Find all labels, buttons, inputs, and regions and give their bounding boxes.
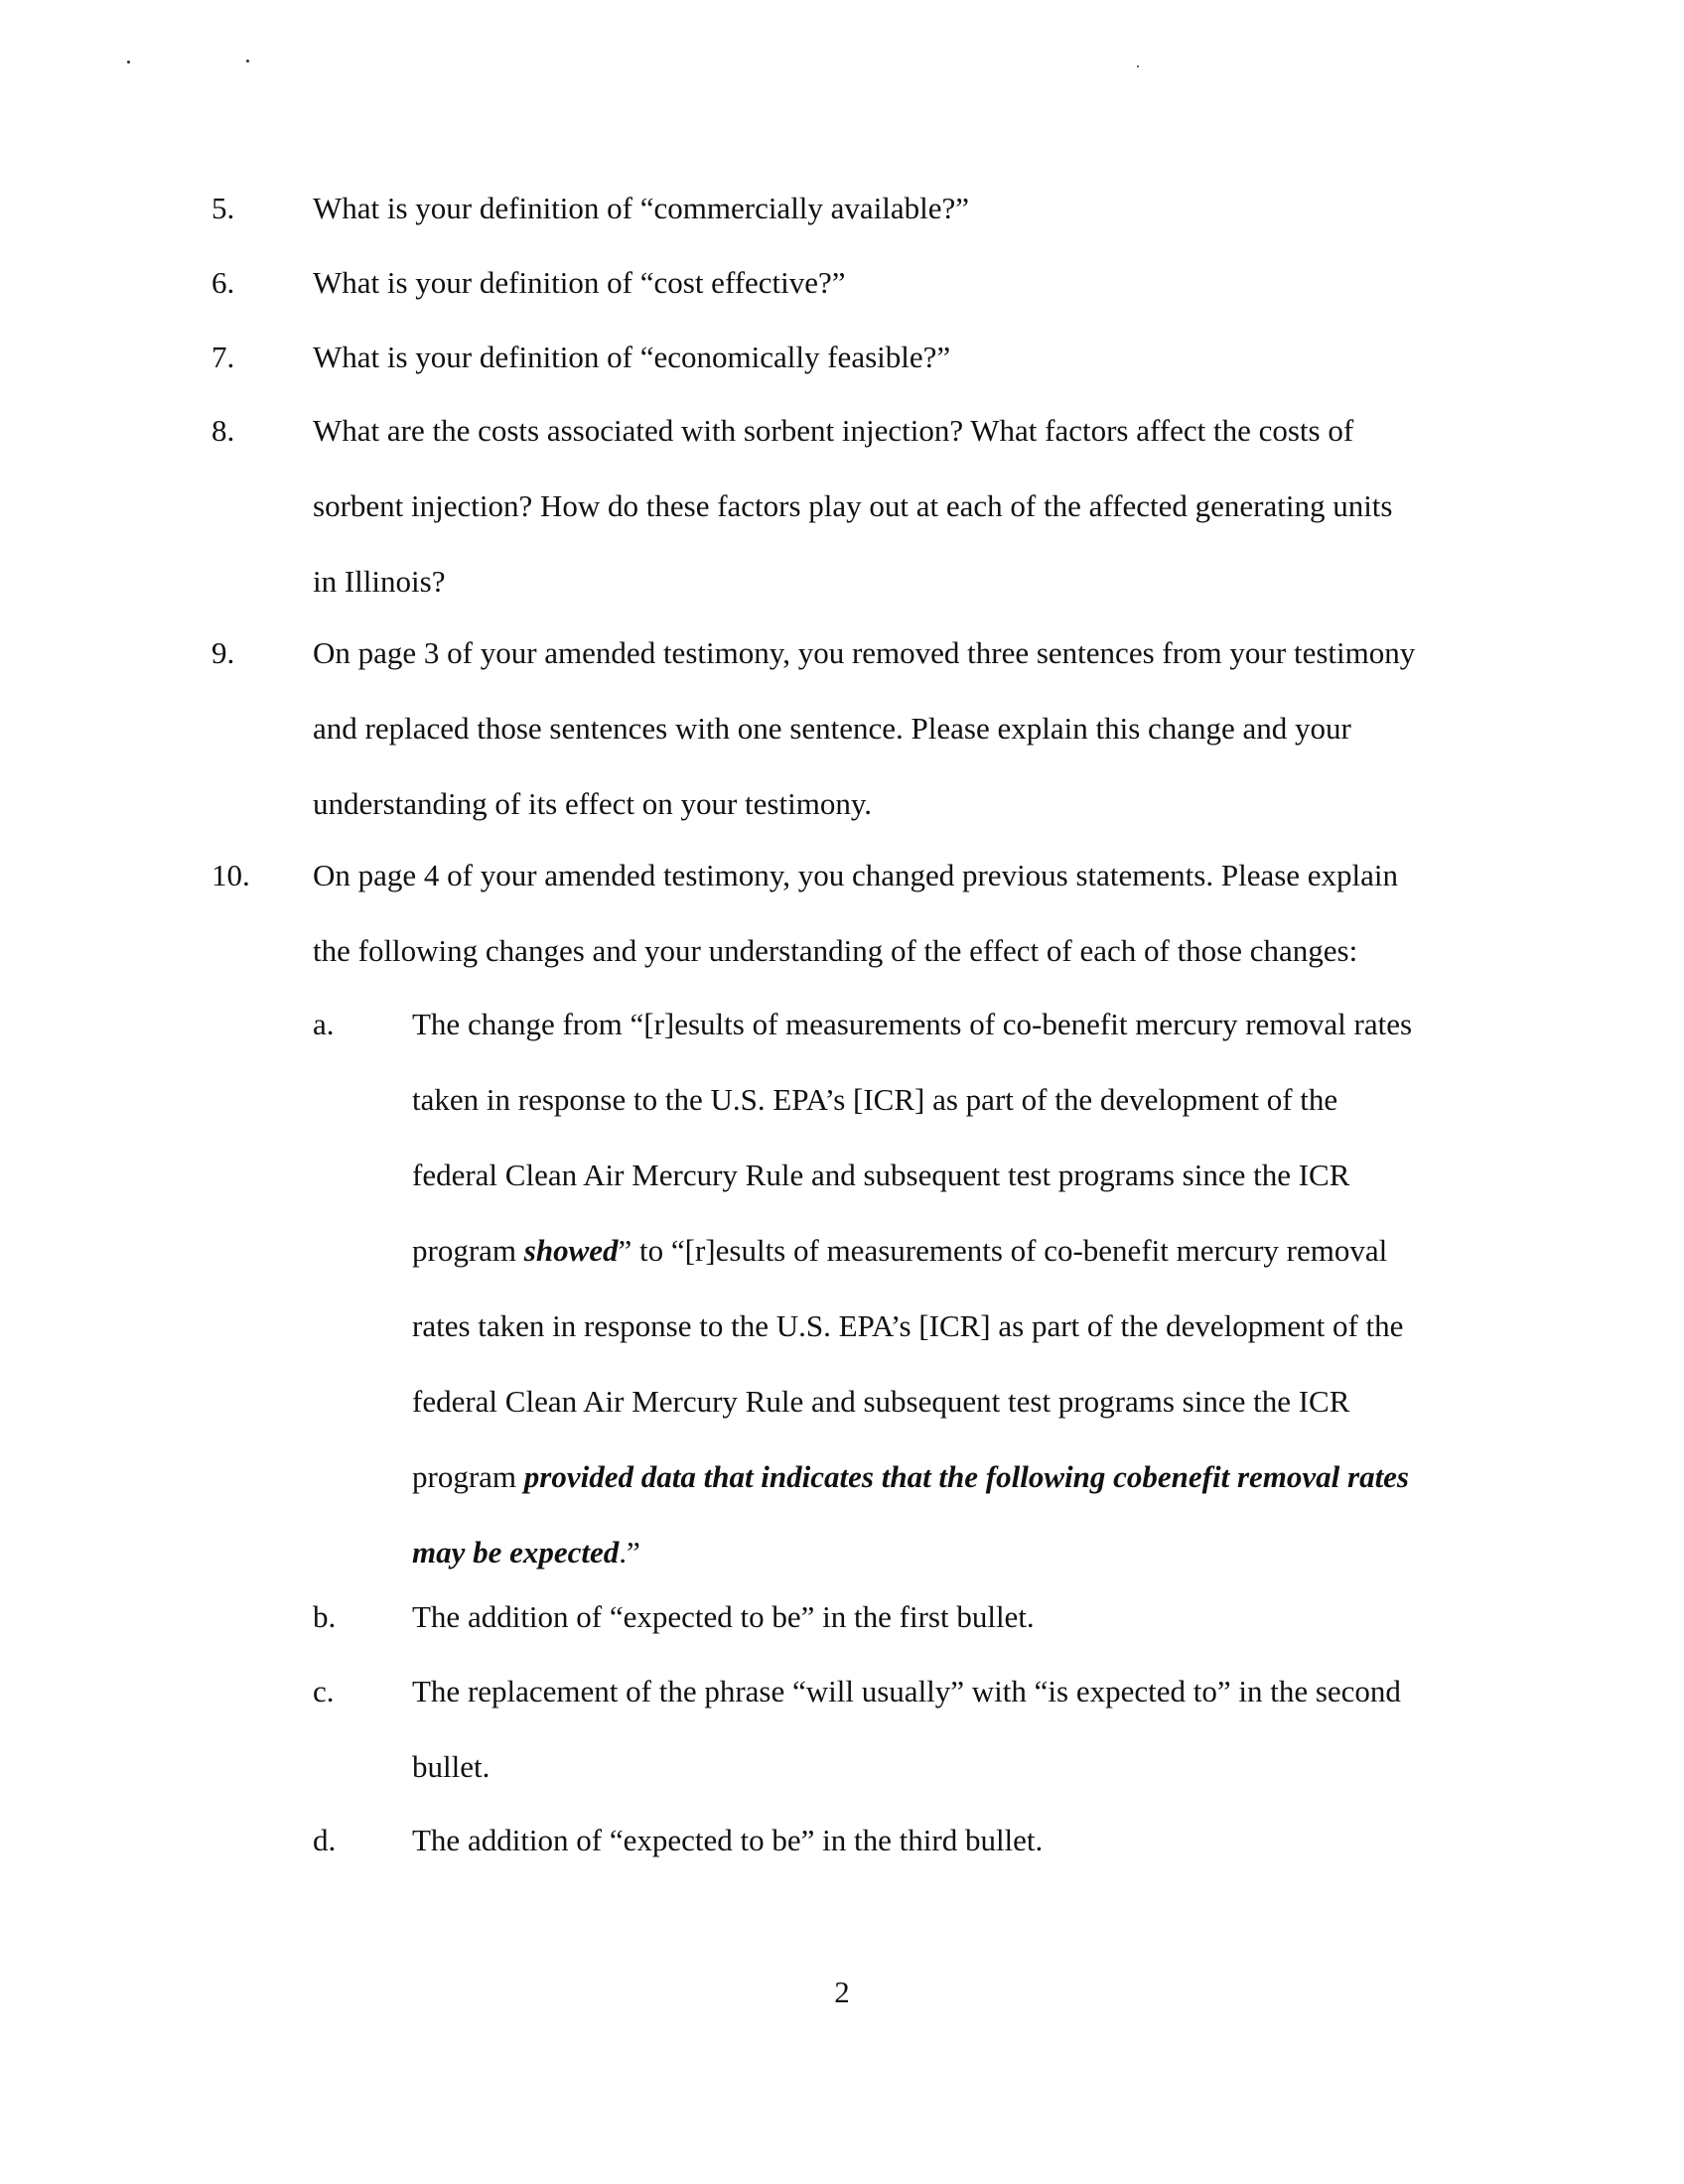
- text-line: The addition of “expected to be” in the first bullet.: [412, 1599, 1035, 1634]
- text-line: The addition of “expected to be” in the third bullet.: [412, 1823, 1044, 1857]
- question-number: 10.: [211, 858, 250, 892]
- sub-item-text: [412, 1654, 1514, 1805]
- text-line: On page 4 of your amended testimony, you changed previous statements. Please explain: [313, 858, 1399, 892]
- text-line: [412, 1213, 1514, 1289]
- question-number: 7.: [211, 340, 235, 374]
- text-line: [412, 1439, 1514, 1515]
- emphasized-text: may be expected: [412, 1535, 620, 1570]
- sub-item-letter: d.: [313, 1823, 337, 1857]
- emphasized-text: showed: [523, 1233, 619, 1268]
- text-line: understanding of its effect on your testimony.: [313, 786, 873, 821]
- emphasized-text: provided data that indicates that the following cobenefit removal rates: [523, 1459, 1410, 1494]
- question-number: 8.: [211, 413, 235, 448]
- text-line: The replacement of the phrase “will usually” with “is expected to” in the second: [412, 1674, 1401, 1708]
- text-line: taken in response to the U.S. EPA’s [ICR] as part of the development of the: [412, 1082, 1338, 1117]
- question-text: [313, 245, 1504, 321]
- question-text: [313, 320, 1504, 395]
- text-line: rates taken in response to the U.S. EPA’s [ICR] as part of the development of the: [412, 1308, 1404, 1343]
- text-segment: ” to “[r]esults of measurements of co-benefit mercury removal: [618, 1233, 1388, 1268]
- scan-speck: [246, 60, 249, 63]
- page-number: 2: [834, 1975, 850, 2009]
- text-segment: .”: [619, 1535, 640, 1570]
- question-number: 5.: [211, 191, 235, 225]
- sub-item-letter: b.: [313, 1599, 337, 1634]
- scan-speck: [127, 61, 130, 64]
- text-line: What is your definition of “commercially available?”: [313, 191, 970, 225]
- text-line: What is your definition of “economically feasible?”: [313, 340, 951, 374]
- text-line: and replaced those sentences with one sentence. Please explain this change and your: [313, 711, 1351, 746]
- scan-speck: [1137, 66, 1139, 68]
- question-number: 6.: [211, 265, 235, 300]
- question-text: [313, 171, 1504, 246]
- question-text: [313, 393, 1504, 619]
- text-segment: program: [412, 1233, 524, 1268]
- question-text: [313, 615, 1504, 842]
- text-segment: program: [412, 1459, 524, 1494]
- text-line: the following changes and your understanding of the effect of each of those changes:: [313, 933, 1358, 968]
- sub-item-letter: c.: [313, 1674, 335, 1708]
- text-line: What is your definition of “cost effective?”: [313, 265, 846, 300]
- text-line: bullet.: [412, 1749, 491, 1784]
- sub-item-text: [412, 1803, 1514, 1878]
- sub-item-text: [412, 1579, 1514, 1655]
- text-line: in Illinois?: [313, 564, 446, 599]
- text-line: On page 3 of your amended testimony, you removed three sentences from your testimony: [313, 635, 1416, 670]
- sub-item-letter: a.: [313, 1007, 335, 1041]
- text-line: federal Clean Air Mercury Rule and subsequent test programs since the ICR: [412, 1384, 1350, 1419]
- text-line: federal Clean Air Mercury Rule and subsequent test programs since the ICR: [412, 1158, 1350, 1192]
- text-line: The change from “[r]esults of measurements of co-benefit mercury removal rates: [412, 1007, 1413, 1041]
- question-number: 9.: [211, 635, 235, 670]
- text-line: What are the costs associated with sorbent injection? What factors affect the costs of: [313, 413, 1354, 448]
- text-line: sorbent injection? How do these factors play out at each of the affected generating units: [313, 488, 1393, 523]
- sub-item-text: [412, 987, 1514, 1590]
- question-text: [313, 838, 1504, 989]
